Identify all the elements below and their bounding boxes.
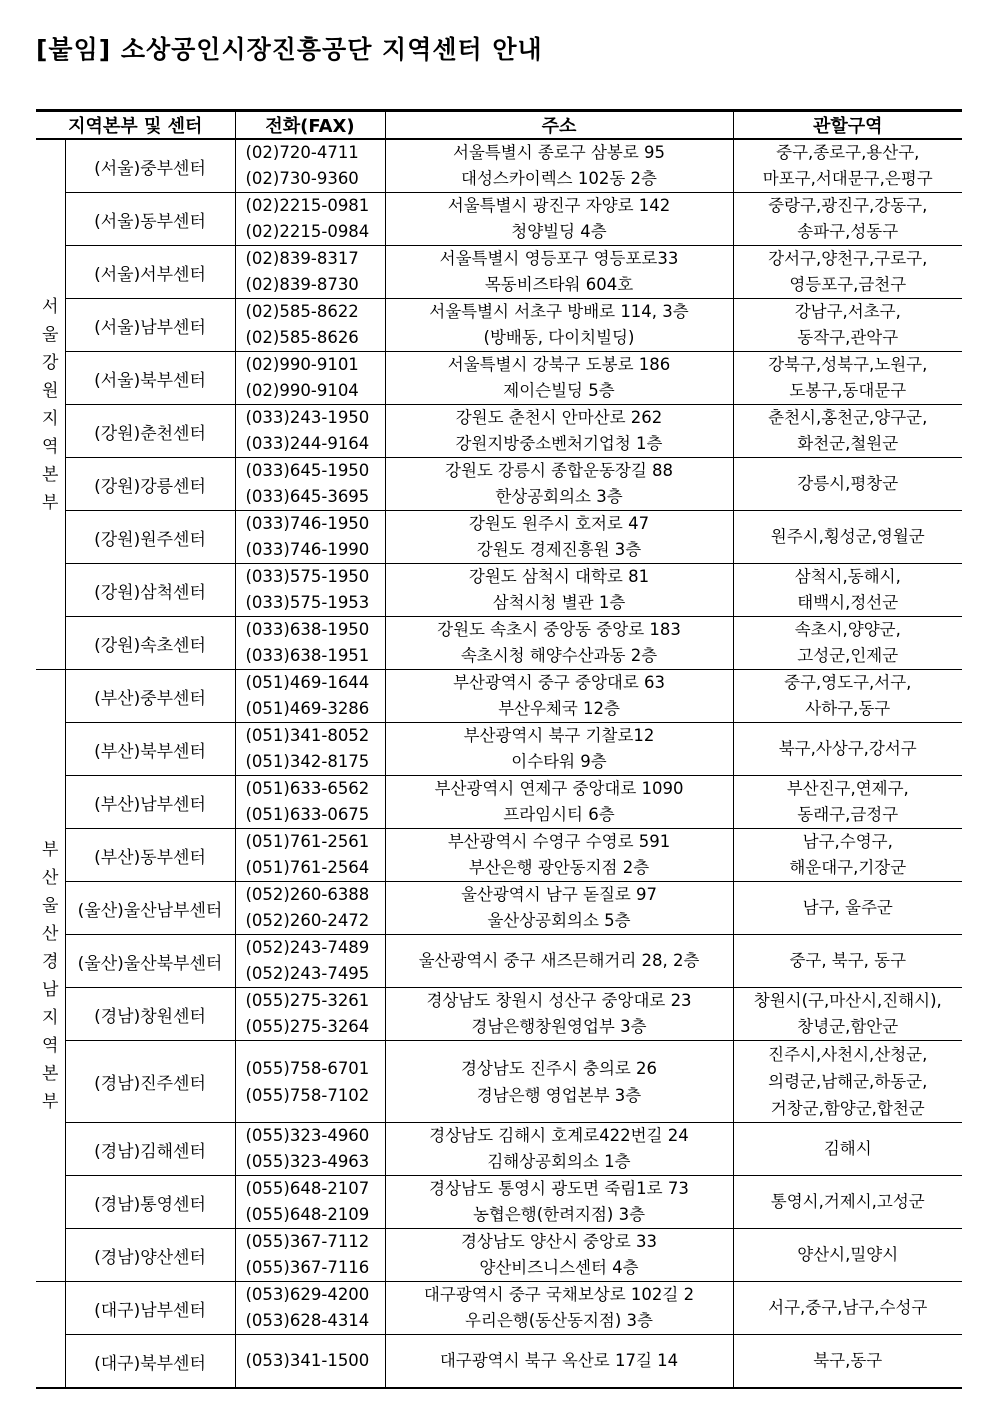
address-cell-line: 강원도 강릉시 종합운동장길 88	[445, 461, 673, 480]
table-row	[36, 829, 962, 882]
address-cell-line: 프라임시티 6층	[503, 805, 615, 824]
phone-cell-line: (02)720-4711	[245, 143, 359, 162]
center-name: (울산)울산남부센터	[65, 882, 235, 935]
area-cell	[733, 1335, 962, 1389]
phone-cell-line: (033)645-3695	[245, 487, 370, 506]
area-cell-line: 마포구,서대문구,은평구	[762, 169, 933, 188]
address-cell-line: 경상남도 진주시 충의로 26	[460, 1058, 658, 1078]
area-cell	[733, 511, 962, 564]
region-name-char: 역	[42, 436, 59, 457]
header-phone: 전화(FAX)	[235, 111, 385, 140]
area-cell-line: 중구,종로구,용산구,	[776, 143, 920, 162]
phone-cell-line: (02)730-9360	[245, 169, 359, 188]
center-name: (부산)중부센터	[65, 670, 235, 723]
phone-cell	[235, 1123, 385, 1176]
phone-cell	[235, 882, 385, 935]
address-cell-line: 대구광역시 중구 국채보상로 102길 2	[423, 1285, 695, 1304]
region-name-char: 원	[42, 380, 59, 401]
address-cell	[385, 617, 733, 670]
area-cell-line: 강남구,서초구,	[794, 302, 901, 321]
phone-cell	[235, 1335, 385, 1389]
phone-cell-line: (053)628-4314	[245, 1311, 370, 1330]
table-body	[36, 139, 962, 1388]
table-row	[36, 776, 962, 829]
address-cell	[385, 1123, 733, 1176]
phone-cell	[235, 352, 385, 405]
address-cell-line: 속초시청 해양수산과동 2층	[460, 646, 658, 665]
phone-cell-line: (055)275-3261	[245, 991, 370, 1010]
header-address: 주소	[385, 111, 733, 140]
region-name-char: 부	[42, 1091, 59, 1112]
regional-center-table	[36, 109, 962, 1389]
address-cell-line: 한상공회의소 3층	[495, 487, 623, 506]
table-row	[36, 405, 962, 458]
phone-cell-line: (053)629-4200	[245, 1285, 370, 1304]
phone-cell	[235, 299, 385, 352]
center-name: (강원)삼척센터	[65, 564, 235, 617]
table-row	[36, 935, 962, 988]
region-name-char: 울	[42, 324, 59, 345]
address-cell	[385, 564, 733, 617]
table-row	[36, 458, 962, 511]
area-cell-line: 창녕군,함안군	[797, 1017, 899, 1036]
area-cell	[733, 935, 962, 988]
address-cell	[385, 829, 733, 882]
table-row	[36, 1123, 962, 1176]
phone-cell-line: (052)260-6388	[245, 885, 370, 904]
address-cell-line: 강원도 속초시 중앙동 중앙로 183	[437, 620, 681, 639]
area-cell	[733, 882, 962, 935]
phone-cell-line: (052)260-2472	[245, 911, 370, 930]
phone-cell-line: (055)323-4963	[245, 1152, 370, 1171]
area-cell	[733, 458, 962, 511]
address-cell-line: 경상남도 창원시 성산구 중앙대로 23	[426, 991, 692, 1010]
area-cell-line: 송파구,성동구	[797, 222, 899, 241]
address-cell-line: 경남은행 영업본부 3층	[476, 1085, 642, 1105]
address-cell	[385, 935, 733, 988]
area-cell-line: 북구,사상구,강서구	[778, 739, 917, 758]
area-cell-line: 강북구,성북구,노원구,	[768, 355, 928, 374]
center-name: (경남)진주센터	[65, 1041, 235, 1123]
center-name: (서울)서부센터	[65, 246, 235, 299]
area-cell-line: 통영시,거제시,고성군	[770, 1192, 925, 1211]
address-cell-line: 양산비즈니스센터 4층	[479, 1258, 639, 1277]
area-cell	[733, 352, 962, 405]
table-row	[36, 564, 962, 617]
area-cell	[733, 617, 962, 670]
center-name: (강원)강릉센터	[65, 458, 235, 511]
phone-cell-line: (051)341-8052	[245, 726, 370, 745]
phone-cell-line: (02)839-8730	[245, 275, 359, 294]
area-cell-line: 동작구,관악구	[797, 328, 899, 347]
area-cell	[733, 988, 962, 1041]
table-row	[36, 988, 962, 1041]
phone-cell-line: (051)761-2564	[245, 858, 370, 877]
table-row	[36, 299, 962, 352]
phone-cell-line: (033)638-1950	[245, 620, 370, 639]
phone-cell-line: (055)323-4960	[245, 1126, 370, 1145]
region-name-char: 강	[42, 352, 59, 373]
phone-cell	[235, 723, 385, 776]
address-cell-line: 이수타워 9층	[511, 752, 607, 771]
center-name: (서울)남부센터	[65, 299, 235, 352]
address-cell-line: 강원도 삼척시 대학로 81	[468, 567, 650, 586]
region-headquarters-cell	[36, 139, 65, 670]
area-cell-line: 양산시,밀양시	[797, 1245, 899, 1264]
region-headquarters-cell	[36, 1282, 65, 1389]
address-cell-line: 부산광역시 연제구 중앙대로 1090	[434, 779, 684, 798]
address-cell	[385, 1335, 733, 1389]
phone-cell-line: (055)275-3264	[245, 1017, 370, 1036]
address-cell	[385, 882, 733, 935]
region-name-char: 울	[42, 895, 59, 916]
center-name: (경남)양산센터	[65, 1229, 235, 1282]
area-cell-line: 삼척시,동해시,	[794, 567, 901, 586]
address-cell-line: 대구광역시 북구 옥산로 17길 14	[439, 1351, 679, 1370]
area-cell-line: 남구,수영구,	[802, 832, 893, 851]
phone-cell-line: (051)342-8175	[245, 752, 370, 771]
table-row	[36, 1176, 962, 1229]
address-cell-line: 부산은행 광안동지점 2층	[468, 858, 650, 877]
phone-cell	[235, 1041, 385, 1123]
phone-cell-line: (02)2215-0981	[245, 196, 370, 215]
header-center: 지역본부 및 센터	[36, 111, 235, 140]
phone-cell	[235, 617, 385, 670]
phone-cell-line: (052)243-7495	[245, 964, 370, 983]
address-cell-line: (방배동, 다이치빌딩)	[483, 328, 635, 347]
area-cell	[733, 1229, 962, 1282]
phone-cell-line: (051)633-6562	[245, 779, 370, 798]
area-cell-line: 의령군,남해군,하동군,	[768, 1072, 928, 1091]
phone-cell	[235, 988, 385, 1041]
address-cell-line: 부산광역시 중구 중앙대로 63	[452, 673, 666, 692]
area-cell	[733, 299, 962, 352]
phone-cell-line: (033)746-1990	[245, 540, 370, 559]
area-cell-line: 춘천시,홍천군,양구군,	[768, 408, 928, 427]
center-name: (울산)울산북부센터	[65, 935, 235, 988]
table-row	[36, 193, 962, 246]
center-name: (부산)북부센터	[65, 723, 235, 776]
address-cell-line: 부산우체국 12층	[498, 699, 620, 718]
address-cell-line: 서울특별시 광진구 자양로 142	[447, 196, 671, 215]
address-cell	[385, 511, 733, 564]
phone-cell-line: (053)341-1500	[245, 1351, 370, 1370]
phone-cell-line: (051)761-2561	[245, 832, 370, 851]
address-cell	[385, 193, 733, 246]
phone-cell-line: (02)990-9104	[245, 381, 359, 400]
phone-cell-line: (02)990-9101	[245, 355, 359, 374]
center-name: (경남)창원센터	[65, 988, 235, 1041]
table-row	[36, 617, 962, 670]
phone-cell-line: (055)648-2109	[245, 1205, 370, 1224]
region-name-char: 산	[42, 923, 59, 944]
address-cell-line: 서울특별시 서초구 방배로 114, 3층	[429, 302, 689, 321]
phone-cell-line: (033)638-1951	[245, 646, 370, 665]
address-cell	[385, 1229, 733, 1282]
address-cell-line: 대성스카이렉스 102동 2층	[461, 169, 657, 188]
address-cell-line: 울산광역시 남구 돋질로 97	[460, 885, 658, 904]
address-cell-line: 삼척시청 별관 1층	[492, 593, 626, 612]
address-cell-line: 우리은행(동산동지점) 3층	[464, 1311, 653, 1330]
area-cell-line: 해운대구,기장군	[789, 858, 907, 877]
address-cell-line: 경상남도 통영시 광도면 죽림1로 73	[429, 1179, 689, 1198]
phone-cell	[235, 670, 385, 723]
phone-cell-line: (052)243-7489	[245, 938, 370, 957]
table-row	[36, 882, 962, 935]
region-headquarters-cell	[36, 670, 65, 1282]
page-title: [붙임] 소상공인시장진흥공단 지역센터 안내	[36, 35, 543, 64]
area-cell	[733, 670, 962, 723]
table-header-row	[36, 111, 962, 140]
address-cell	[385, 988, 733, 1041]
address-cell-line: 경상남도 김해시 호계로422번길 24	[429, 1126, 689, 1145]
area-cell-line: 서구,중구,남구,수성구	[768, 1298, 928, 1317]
area-cell-line: 중구, 북구, 동구	[789, 951, 907, 970]
phone-cell-line: (033)575-1950	[245, 567, 370, 586]
address-cell	[385, 299, 733, 352]
table-row	[36, 1229, 962, 1282]
center-name: (강원)속초센터	[65, 617, 235, 670]
center-name: (경남)통영센터	[65, 1176, 235, 1229]
phone-cell	[235, 935, 385, 988]
region-name-char: 본	[42, 1063, 59, 1084]
area-cell-line: 중랑구,광진구,강동구,	[768, 196, 928, 215]
area-cell	[733, 1041, 962, 1123]
area-cell-line: 창원시(구,마산시,진해시),	[753, 991, 942, 1010]
center-name: (부산)동부센터	[65, 829, 235, 882]
phone-cell	[235, 1229, 385, 1282]
phone-cell	[235, 139, 385, 193]
phone-cell	[235, 1282, 385, 1335]
region-name-char: 지	[42, 1007, 59, 1028]
header-area: 관할구역	[733, 111, 962, 140]
phone-cell	[235, 511, 385, 564]
area-cell-line: 속초시,양양군,	[794, 620, 901, 639]
phone-cell-line: (055)367-7116	[245, 1258, 370, 1277]
address-cell-line: 서울특별시 영등포구 영등포로33	[439, 249, 679, 268]
phone-cell	[235, 246, 385, 299]
area-cell	[733, 723, 962, 776]
area-cell	[733, 564, 962, 617]
address-cell-line: 목동비즈타워 604호	[484, 275, 634, 294]
phone-cell-line: (055)758-6701	[245, 1058, 370, 1078]
area-cell	[733, 1282, 962, 1335]
area-cell-line: 중구,영도구,서구,	[784, 673, 912, 692]
center-name: (대구)북부센터	[65, 1335, 235, 1389]
center-name: (경남)김해센터	[65, 1123, 235, 1176]
phone-cell	[235, 193, 385, 246]
area-cell	[733, 405, 962, 458]
address-cell-line: 김해상공회의소 1층	[487, 1152, 631, 1171]
address-cell-line: 경남은행창원영업부 3층	[471, 1017, 647, 1036]
phone-cell-line: (055)367-7112	[245, 1232, 370, 1251]
phone-cell	[235, 776, 385, 829]
phone-cell-line: (051)469-1644	[245, 673, 370, 692]
address-cell-line: 부산광역시 북구 기찰로12	[463, 726, 655, 745]
area-cell-line: 남구, 울주군	[802, 898, 893, 917]
phone-cell	[235, 405, 385, 458]
table-row	[36, 1041, 962, 1123]
region-name-char: 부	[42, 492, 59, 513]
center-name: (서울)중부센터	[65, 139, 235, 193]
address-cell-line: 제이슨빌딩 5층	[503, 381, 615, 400]
area-cell-line: 강릉시,평창군	[797, 474, 899, 493]
area-cell-line: 도봉구,동대문구	[789, 381, 907, 400]
address-cell-line: 강원도 춘천시 안마산로 262	[455, 408, 663, 427]
phone-cell-line: (055)648-2107	[245, 1179, 370, 1198]
center-name: (서울)동부센터	[65, 193, 235, 246]
table-row	[36, 670, 962, 723]
phone-cell-line: (051)633-0675	[245, 805, 370, 824]
area-cell-line: 김해시	[823, 1139, 872, 1158]
address-cell	[385, 723, 733, 776]
center-name: (강원)춘천센터	[65, 405, 235, 458]
address-cell-line: 서울특별시 강북구 도봉로 186	[447, 355, 671, 374]
region-name-char: 산	[42, 867, 59, 888]
area-cell	[733, 139, 962, 193]
region-name-char: 서	[42, 296, 59, 317]
region-name-char: 경	[42, 951, 59, 972]
area-cell-line: 영등포구,금천구	[789, 275, 907, 294]
address-cell-line: 강원도 원주시 호저로 47	[468, 514, 650, 533]
address-cell	[385, 1176, 733, 1229]
address-cell-line: 강원지방중소벤처기업청 1층	[455, 434, 663, 453]
phone-cell-line: (02)585-8622	[245, 302, 359, 321]
area-cell-line: 동래구,금정구	[797, 805, 899, 824]
table-row	[36, 511, 962, 564]
area-cell-line: 부산진구,연제구,	[786, 779, 909, 798]
address-cell	[385, 352, 733, 405]
address-cell	[385, 458, 733, 511]
address-cell-line: 울산광역시 중구 새즈믄해거리 28, 2층	[418, 951, 700, 970]
address-cell	[385, 139, 733, 193]
address-cell-line: 서울특별시 종로구 삼봉로 95	[452, 143, 666, 162]
address-cell-line: 농협은행(한려지점) 3층	[472, 1205, 646, 1224]
address-cell-line: 경상남도 양산시 중앙로 33	[460, 1232, 658, 1251]
region-name-char: 역	[42, 1035, 59, 1056]
table-row	[36, 139, 962, 193]
center-name: (부산)남부센터	[65, 776, 235, 829]
phone-cell-line: (051)469-3286	[245, 699, 370, 718]
center-name: (강원)원주센터	[65, 511, 235, 564]
address-cell-line: 강원도 경제진흥원 3층	[476, 540, 642, 559]
address-cell	[385, 246, 733, 299]
region-name-char: 지	[42, 408, 59, 429]
phone-cell-line: (033)746-1950	[245, 514, 370, 533]
center-name: (서울)북부센터	[65, 352, 235, 405]
phone-cell-line: (033)575-1953	[245, 593, 370, 612]
table-row	[36, 1282, 962, 1335]
area-cell-line: 거창군,함양군,합천군	[770, 1099, 925, 1118]
phone-cell-line: (055)758-7102	[245, 1085, 370, 1105]
address-cell	[385, 405, 733, 458]
address-cell	[385, 776, 733, 829]
address-cell	[385, 1282, 733, 1335]
region-name-char: 본	[42, 464, 59, 485]
phone-cell-line: (02)839-8317	[245, 249, 359, 268]
address-cell-line: 울산상공회의소 5층	[487, 911, 631, 930]
phone-cell-line: (02)2215-0984	[245, 222, 370, 241]
table-row	[36, 1335, 962, 1389]
phone-cell-line: (033)243-1950	[245, 408, 370, 427]
region-name-char: 부	[42, 839, 59, 860]
phone-cell-line: (02)585-8626	[245, 328, 359, 347]
address-cell-line: 부산광역시 수영구 수영로 591	[447, 832, 671, 851]
area-cell	[733, 829, 962, 882]
center-name: (대구)남부센터	[65, 1282, 235, 1335]
table-row	[36, 723, 962, 776]
phone-cell	[235, 1176, 385, 1229]
area-cell-line: 원주시,횡성군,영월군	[770, 527, 925, 546]
area-cell-line: 북구,동구	[813, 1351, 883, 1370]
address-cell	[385, 1041, 733, 1123]
area-cell-line: 고성군,인제군	[797, 646, 899, 665]
phone-cell-line: (033)244-9164	[245, 434, 370, 453]
area-cell-line: 사하구,동구	[805, 699, 891, 718]
area-cell-line: 강서구,양천구,구로구,	[768, 249, 928, 268]
address-cell	[385, 670, 733, 723]
phone-cell	[235, 458, 385, 511]
area-cell	[733, 776, 962, 829]
area-cell	[733, 246, 962, 299]
area-cell	[733, 193, 962, 246]
region-name-char: 남	[42, 979, 59, 1000]
phone-cell	[235, 564, 385, 617]
area-cell-line: 진주시,사천시,산청군,	[768, 1045, 928, 1064]
address-cell-line: 청양빌딩 4층	[511, 222, 607, 241]
area-cell	[733, 1176, 962, 1229]
phone-cell	[235, 829, 385, 882]
area-cell-line: 화천군,철원군	[797, 434, 899, 453]
table-row	[36, 352, 962, 405]
area-cell	[733, 1123, 962, 1176]
table-row	[36, 246, 962, 299]
phone-cell-line: (033)645-1950	[245, 461, 370, 480]
area-cell-line: 태백시,정선군	[797, 593, 899, 612]
